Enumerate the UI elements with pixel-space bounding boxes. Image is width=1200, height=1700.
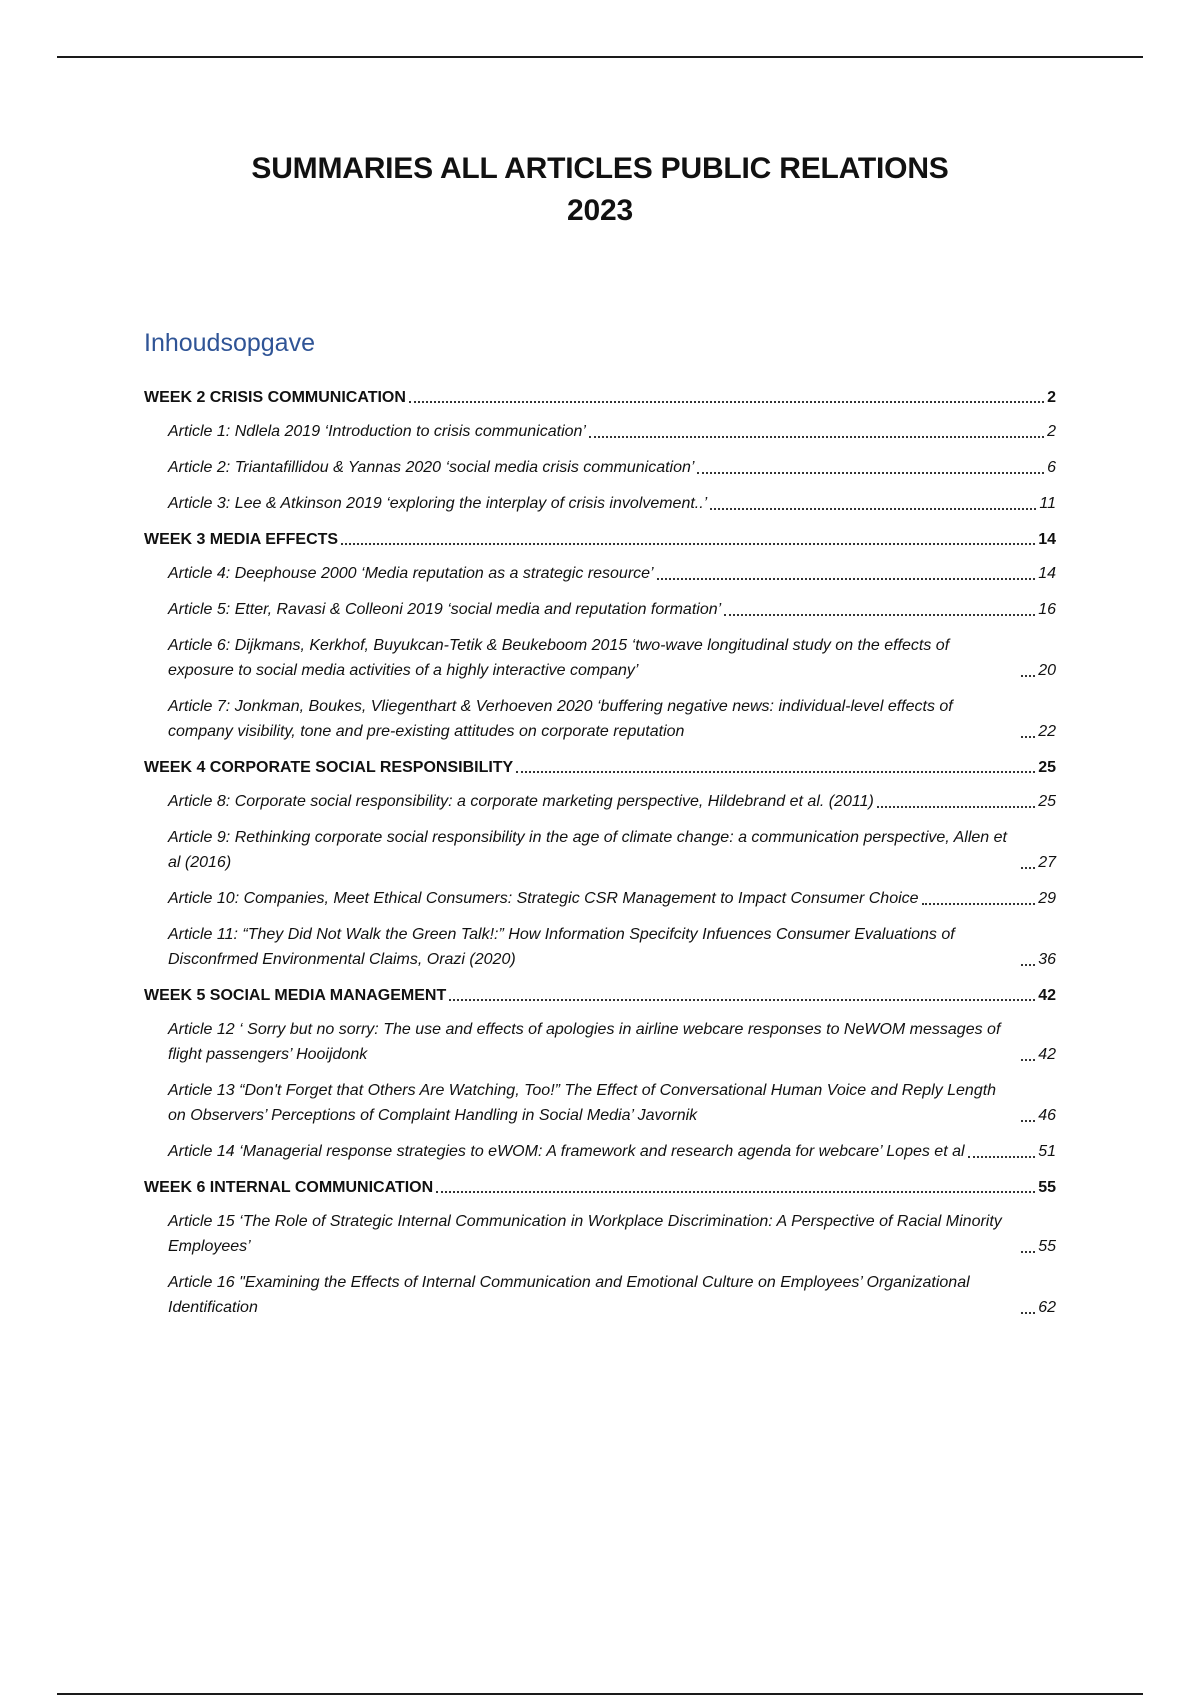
dot-leader bbox=[1021, 1312, 1035, 1314]
toc-article-entry[interactable] bbox=[168, 491, 1056, 516]
toc-article-title: Article 10: Companies, Meet Ethical Consumers: Strategic CSR Management to Impact Consumer Choice bbox=[168, 890, 919, 907]
toc-article-entry[interactable] bbox=[168, 1270, 1056, 1320]
toc-article-entry[interactable] bbox=[168, 886, 1056, 911]
dot-leader bbox=[1021, 867, 1035, 869]
toc-page-number: 22 bbox=[1038, 723, 1056, 740]
toc-section-week-3 bbox=[144, 528, 1056, 744]
top-rule bbox=[57, 56, 1143, 58]
toc-article-entry[interactable] bbox=[168, 694, 1056, 744]
toc-week-title: WEEK 4 CORPORATE SOCIAL RESPONSIBILITY bbox=[144, 759, 514, 776]
toc-page-number: 20 bbox=[1038, 662, 1056, 679]
toc-week-title: WEEK 6 INTERNAL COMMUNICATION bbox=[144, 1179, 434, 1196]
dot-leader bbox=[516, 771, 1035, 773]
toc-page-number: 11 bbox=[1039, 495, 1056, 512]
toc-article-entry[interactable] bbox=[168, 561, 1056, 586]
toc-article-entry[interactable] bbox=[168, 419, 1056, 444]
toc-week-title: WEEK 5 SOCIAL MEDIA MANAGEMENT bbox=[144, 987, 447, 1004]
toc-page-number: 42 bbox=[1038, 1046, 1056, 1063]
toc-section-week-6 bbox=[144, 1176, 1056, 1320]
toc-article-entry[interactable] bbox=[168, 597, 1056, 622]
dot-leader bbox=[710, 508, 1036, 510]
toc-week-entry[interactable] bbox=[144, 528, 1056, 551]
toc-article-title: Article 11: “They Did Not Walk the Green Talk!:” How Information Specifcity Infuences Consumer Evaluations of Disconfrmed Environmental Claims, Orazi (2020) bbox=[168, 926, 955, 968]
toc-week-title: WEEK 3 MEDIA EFFECTS bbox=[144, 531, 339, 548]
bottom-rule bbox=[57, 1693, 1143, 1695]
dot-leader bbox=[697, 472, 1044, 474]
toc-page-number: 25 bbox=[1038, 793, 1056, 810]
toc-article-title: Article 6: Dijkmans, Kerkhof, Buyukcan-Tetik & Beukeboom 2015 ‘two-wave longitudinal study on the effects of exposure to social media activities of a highly interactive company’ bbox=[168, 637, 950, 679]
toc-week-entry[interactable] bbox=[144, 386, 1056, 409]
dot-leader bbox=[1021, 1251, 1035, 1253]
toc-article-title: Article 14 ‘Managerial response strategies to eWOM: A framework and research agenda for webcare’ Lopes et al bbox=[168, 1143, 965, 1160]
toc-article-entry[interactable] bbox=[168, 789, 1056, 814]
toc-page-number: 25 bbox=[1038, 759, 1056, 776]
toc-week-entry[interactable] bbox=[144, 756, 1056, 779]
toc-page-number: 46 bbox=[1038, 1107, 1056, 1124]
toc-page-number: 16 bbox=[1038, 601, 1056, 618]
toc-article-entry[interactable] bbox=[168, 633, 1056, 683]
toc-heading: Inhoudsopgave bbox=[144, 329, 315, 357]
document-title-line-1: SUMMARIES ALL ARTICLES PUBLIC RELATIONS bbox=[251, 152, 949, 185]
dot-leader bbox=[657, 578, 1036, 580]
toc-page-number: 2 bbox=[1047, 389, 1056, 406]
toc-page-number: 29 bbox=[1038, 890, 1056, 907]
toc-page-number: 14 bbox=[1038, 531, 1056, 548]
document-title-line-2: 2023 bbox=[567, 194, 633, 227]
toc-article-entry[interactable] bbox=[168, 1078, 1056, 1128]
toc-page-number: 6 bbox=[1047, 459, 1056, 476]
toc-article-entry[interactable] bbox=[168, 825, 1056, 875]
toc-article-entry[interactable] bbox=[168, 922, 1056, 972]
dot-leader bbox=[1021, 1059, 1035, 1061]
dot-leader bbox=[449, 999, 1035, 1001]
toc-article-title: Article 8: Corporate social responsibility: a corporate marketing perspective, Hildebrand et al. (2011) bbox=[168, 793, 874, 810]
toc-page-number: 14 bbox=[1038, 565, 1056, 582]
dot-leader bbox=[922, 903, 1036, 905]
toc-week-title: WEEK 2 CRISIS COMMUNICATION bbox=[144, 389, 406, 406]
dot-leader bbox=[1021, 675, 1035, 677]
toc-article-title: Article 2: Triantafillidou & Yannas 2020 ‘social media crisis communication’ bbox=[168, 459, 695, 476]
toc-page-number: 51 bbox=[1038, 1143, 1056, 1160]
toc-week-entry[interactable] bbox=[144, 1176, 1056, 1199]
toc-page-number: 55 bbox=[1038, 1238, 1056, 1255]
toc-article-title: Article 7: Jonkman, Boukes, Vliegenthart & Verhoeven 2020 ‘buffering negative news: individual-level effects of company visibility, tone and pre-existing attitudes on corporate reputation bbox=[168, 698, 953, 740]
toc-article-entry[interactable] bbox=[168, 1139, 1056, 1164]
dot-leader bbox=[1021, 964, 1035, 966]
dot-leader bbox=[724, 614, 1035, 616]
toc-article-entry[interactable] bbox=[168, 455, 1056, 480]
toc-page-number: 62 bbox=[1038, 1299, 1056, 1316]
dot-leader bbox=[341, 543, 1035, 545]
dot-leader bbox=[968, 1156, 1036, 1158]
dot-leader bbox=[436, 1191, 1035, 1193]
toc-page-number: 36 bbox=[1038, 951, 1056, 968]
toc-section-week-5 bbox=[144, 984, 1056, 1164]
toc-article-title: Article 5: Etter, Ravasi & Colleoni 2019 ‘social media and reputation formation’ bbox=[168, 601, 722, 618]
toc-article-title: Article 15 ‘The Role of Strategic Internal Communication in Workplace Discrimination: A Perspective of Racial Minority Employees’ bbox=[168, 1213, 1002, 1255]
dot-leader bbox=[409, 401, 1044, 403]
toc-article-title: Article 1: Ndlela 2019 ‘Introduction to crisis communication’ bbox=[168, 423, 586, 440]
toc-article-title: Article 9: Rethinking corporate social responsibility in the age of climate change: a communication perspective, Allen et al (2016) bbox=[168, 829, 1007, 871]
toc-page-number: 55 bbox=[1038, 1179, 1056, 1196]
toc-article-title: Article 13 “Don't Forget that Others Are Watching, Too!” The Effect of Conversational Human Voice and Reply Length on Observers’ Perceptions of Complaint Handling in Social Media’ Javornik bbox=[168, 1082, 997, 1124]
toc-page-number: 2 bbox=[1047, 423, 1056, 440]
toc-week-entry[interactable] bbox=[144, 984, 1056, 1007]
dot-leader bbox=[589, 436, 1044, 438]
dot-leader bbox=[1021, 736, 1035, 738]
toc-article-title: Article 12 ‘ Sorry but no sorry: The use and effects of apologies in airline webcare responses to NeWOM messages of flight passengers’ Hooijdonk bbox=[168, 1021, 1001, 1063]
toc-section-week-4 bbox=[144, 756, 1056, 972]
dot-leader bbox=[877, 806, 1035, 808]
toc-section-week-2 bbox=[144, 386, 1056, 516]
toc-article-title: Article 4: Deephouse 2000 ‘Media reputation as a strategic resource’ bbox=[168, 565, 654, 582]
dot-leader bbox=[1021, 1120, 1035, 1122]
toc-article-entry[interactable] bbox=[168, 1209, 1056, 1259]
toc-article-title: Article 3: Lee & Atkinson 2019 ‘exploring the interplay of crisis involvement..’ bbox=[168, 495, 708, 512]
table-of-contents bbox=[144, 386, 1056, 1332]
toc-page-number: 27 bbox=[1038, 854, 1056, 871]
document-title bbox=[0, 148, 1200, 232]
toc-page-number: 42 bbox=[1038, 987, 1056, 1004]
toc-article-entry[interactable] bbox=[168, 1017, 1056, 1067]
toc-article-title: Article 16 "Examining the Effects of Internal Communication and Emotional Culture on Employees’ Organizational Identification bbox=[168, 1274, 970, 1316]
